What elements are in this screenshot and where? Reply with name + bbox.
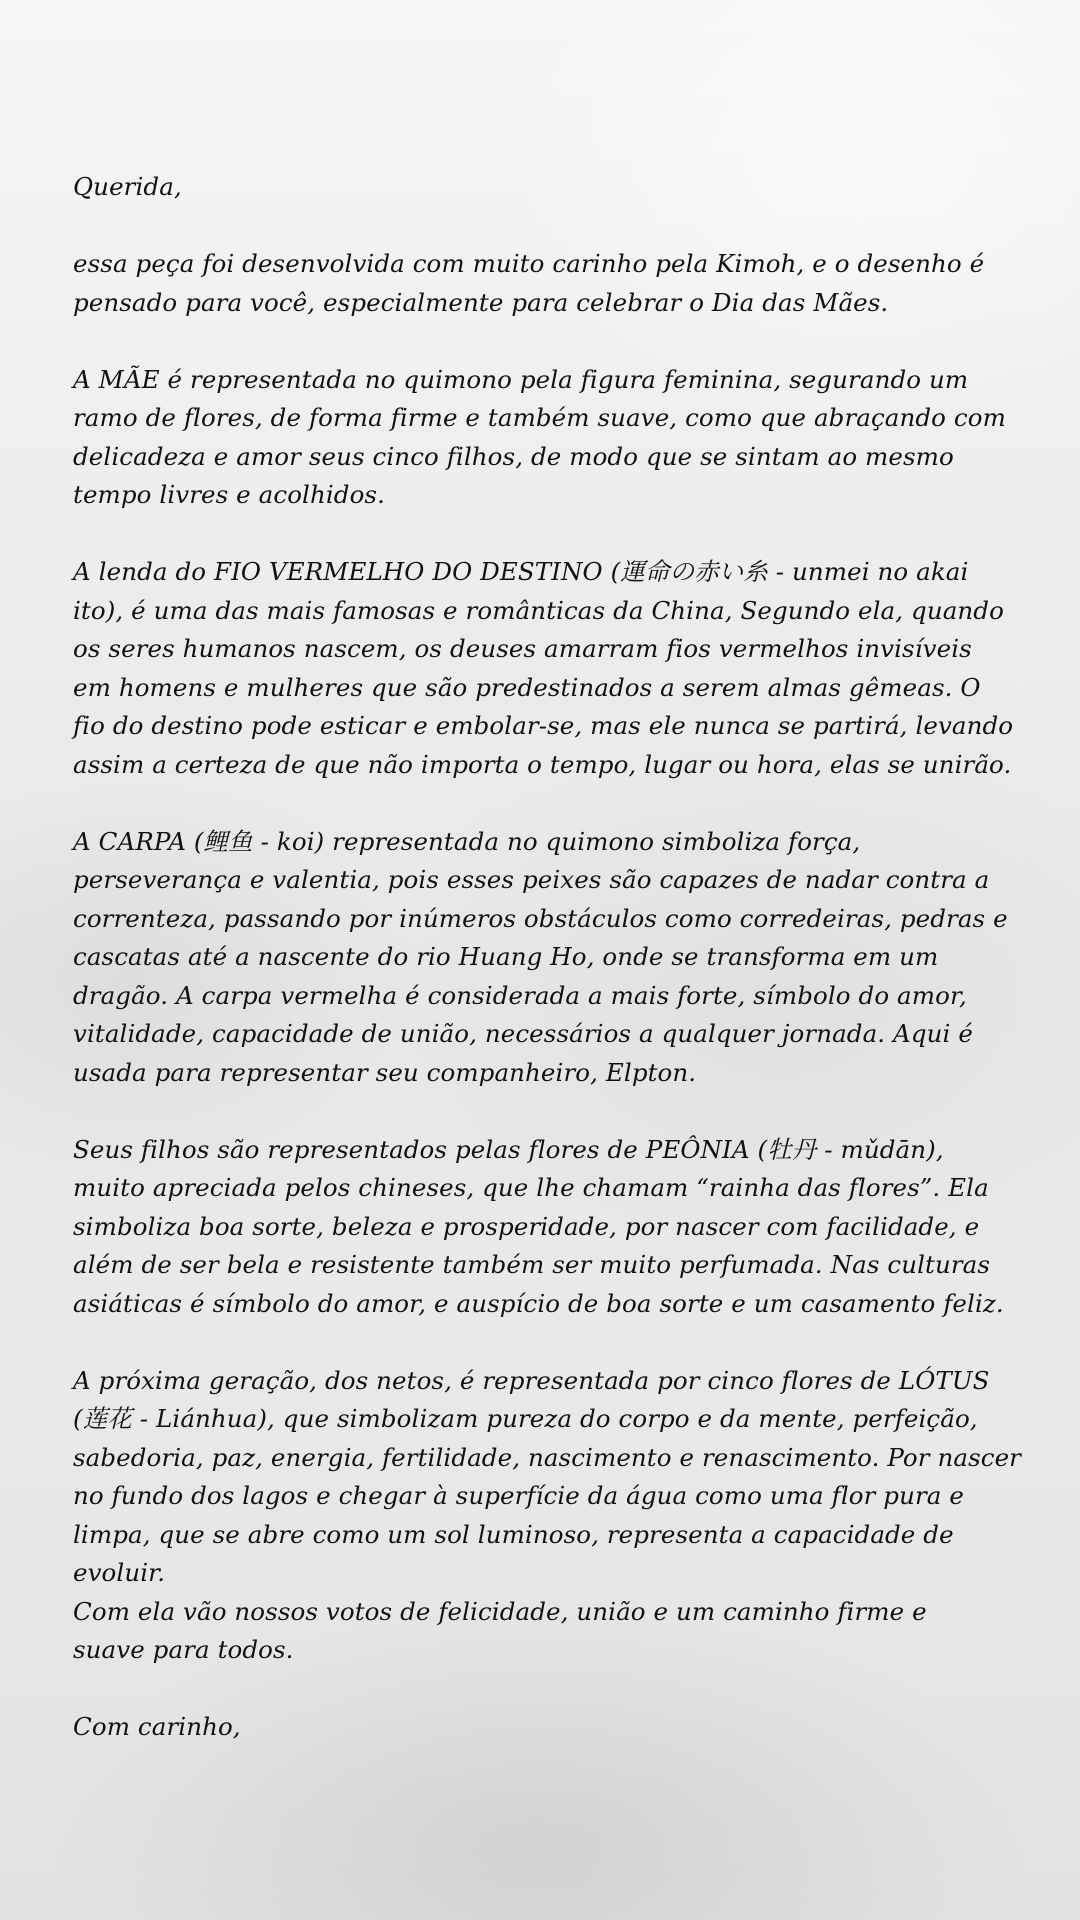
paragraph-mae — [73, 361, 1033, 515]
text-line: simboliza boa sorte, beleza e prosperidade, por nascer com facilidade, e — [73, 1211, 980, 1241]
text-line: vitalidade, capacidade de união, necessários a qualquer jornada. Aqui é — [73, 1019, 973, 1048]
greeting: Querida, — [73, 172, 182, 201]
paragraph-lotus — [73, 1362, 1033, 1670]
text-line: ito), é uma das mais famosas e românticas da China, Segundo ela, quando — [73, 595, 1004, 625]
text-line: A MÃE é representada no quimono pela figura feminina, segurando um — [73, 364, 969, 394]
text-line: cascatas até a nascente do rio Huang Ho, onde se transforma em um — [73, 942, 939, 971]
paragraph-intro — [73, 245, 1033, 322]
text-line: perseverança e valentia, pois esses peixes são capazes de nadar contra a — [73, 865, 990, 894]
text-line: ramo de flores, de forma firme e também suave, como que abraçando com — [73, 403, 1006, 432]
text-line: asiáticas é símbolo do amor, e auspício de boa sorte e um casamento feliz. — [73, 1288, 1004, 1318]
text-line: tempo livres e acolhidos. — [73, 480, 385, 509]
text-line: no fundo dos lagos e chegar à superfície da água como uma flor pura e — [73, 1481, 964, 1510]
text-line: dragão. A carpa vermelha é considerada a mais forte, símbolo do amor, — [73, 980, 967, 1010]
text-line: evoluir. — [73, 1558, 166, 1587]
text-line: A lenda do FIO VERMELHO DO DESTINO (運命の赤い糸 - unmei no akai — [73, 557, 969, 586]
text-line: (莲花 - Liánhua), que simbolizam pureza do corpo e da mente, perfeição, — [73, 1404, 978, 1433]
text-line: A próxima geração, dos netos, é representada por cinco flores de LÓTUS — [73, 1365, 990, 1395]
text-line: suave para todos. — [73, 1635, 294, 1664]
paragraph-fio-vermelho — [73, 553, 1033, 784]
text-line: Com ela vão nossos votos de felicidade, união e um caminho firme e — [73, 1596, 927, 1626]
text-line: muito apreciada pelos chineses, que lhe chamam “rainha das flores”. Ela — [73, 1173, 989, 1202]
letter-body — [73, 168, 1033, 1747]
paragraph-peonia — [73, 1131, 1033, 1324]
paragraph-carpa — [73, 823, 1033, 1093]
text-line: sabedoria, paz, energia, fertilidade, nascimento e renascimento. Por nascer — [73, 1442, 1021, 1472]
closing: Com carinho, — [73, 1712, 241, 1741]
text-line: limpa, que se abre como um sol luminoso, representa a capacidade de — [73, 1519, 954, 1549]
text-line: os seres humanos nascem, os deuses amarram fios vermelhos invisíveis — [73, 634, 972, 663]
text-line: em homens e mulheres que são predestinados a serem almas gêmeas. O — [73, 672, 981, 702]
text-line: correnteza, passando por inúmeros obstáculos como corredeiras, pedras e — [73, 903, 1008, 933]
text-line: além de ser bela e resistente também ser muito perfumada. Nas culturas — [73, 1250, 991, 1279]
text-line: usada para representar seu companheiro, Elpton. — [73, 1057, 697, 1087]
text-line: assim a certeza de que não importa o tempo, lugar ou hora, elas se unirão. — [73, 749, 1012, 779]
text-line: A CARPA (鲤鱼 - koi) representada no quimono simboliza força, — [73, 826, 861, 856]
text-line: fio do destino pode esticar e embolar-se, mas ele nunca se partirá, levando — [73, 711, 1014, 740]
text-line: essa peça foi desenvolvida com muito carinho pela Kimoh, e o desenho é — [73, 249, 985, 278]
text-line: Seus filhos são representados pelas flores de PEÔNIA (牡丹 - mǔdān), — [73, 1134, 944, 1164]
text-line: pensado para você, especialmente para celebrar o Dia das Mães. — [73, 287, 889, 317]
text-line: delicadeza e amor seus cinco filhos, de modo que se sintam ao mesmo — [73, 441, 954, 471]
